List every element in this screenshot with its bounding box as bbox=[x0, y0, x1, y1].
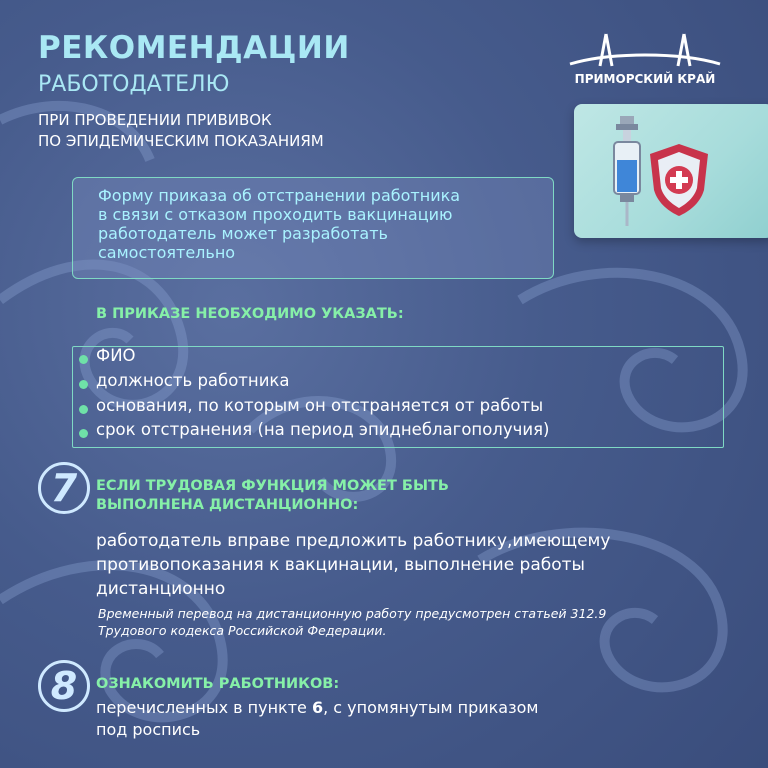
info-line: работодатель может разработать bbox=[98, 224, 388, 243]
section-7-body-line: противопоказания к вакцинации, выполнение работы bbox=[96, 555, 585, 575]
info-line: Форму приказа об отстранении работника bbox=[98, 186, 461, 205]
order-item: срок отстранения (на период эпиднеблагополучия) bbox=[96, 420, 550, 439]
description-line: ПРИ ПРОВЕДЕНИИ ПРИВИВОК bbox=[38, 111, 272, 129]
section-8-number: 8 bbox=[38, 660, 90, 712]
section-7-note-line: Временный перевод на дистанционную работу предусмотрен статьей 312.9 bbox=[98, 606, 607, 621]
section-7-note bbox=[98, 605, 658, 639]
primorsky-logo bbox=[560, 28, 730, 96]
section-8-body-line: под роспись bbox=[96, 720, 201, 739]
info-line: в связи с отказом проходить вакцинацию bbox=[98, 205, 453, 224]
section-7-heading-line: ВЫПОЛНЕНА ДИСТАНЦИОННО: bbox=[96, 497, 359, 513]
bullet-icon bbox=[79, 380, 88, 389]
order-item: должность работника bbox=[96, 371, 290, 390]
shield-cross-icon bbox=[644, 140, 714, 220]
page-subtitle: РАБОТОДАТЕЛЮ bbox=[38, 72, 230, 97]
logo-text: ПРИМОРСКИЙ КРАЙ bbox=[574, 72, 716, 86]
bridge-logo-icon bbox=[560, 28, 730, 70]
page-title: РЕКОМЕНДАЦИИ bbox=[38, 30, 350, 66]
info-text bbox=[98, 186, 548, 262]
section-8-body-line bbox=[96, 697, 656, 719]
bullet-icon bbox=[79, 405, 88, 414]
description-line: ПО ЭПИДЕМИЧЕСКИМ ПОКАЗАНИЯМ bbox=[38, 132, 324, 150]
section-7-body-line: дистанционно bbox=[96, 579, 226, 599]
section-7-body bbox=[96, 529, 696, 601]
order-item: основания, по которым он отстраняется от работы bbox=[96, 396, 544, 415]
info-line: самостоятельно bbox=[98, 243, 236, 262]
section-7-note-line: Трудового кодекса Российской Федерации. bbox=[98, 623, 387, 638]
section-7-body-line: работодатель вправе предложить работнику,имеющему bbox=[96, 531, 611, 551]
bullet-icon bbox=[79, 429, 88, 438]
section-8-text: перечисленных в пункте bbox=[96, 698, 312, 717]
bullet-icon bbox=[79, 355, 88, 364]
order-heading: В ПРИКАЗЕ НЕОБХОДИМО УКАЗАТЬ: bbox=[96, 306, 404, 322]
section-7-number: 7 bbox=[38, 462, 90, 514]
section-8-ref-number: 6 bbox=[311, 698, 324, 717]
vaccination-badge bbox=[574, 104, 768, 238]
section-8-body bbox=[96, 697, 656, 741]
section-8-heading: ОЗНАКОМИТЬ РАБОТНИКОВ: bbox=[96, 676, 340, 692]
section-7-heading bbox=[96, 477, 449, 515]
section-7-heading-line: ЕСЛИ ТРУДОВАЯ ФУНКЦИЯ МОЖЕТ БЫТЬ bbox=[96, 478, 449, 494]
page-description bbox=[38, 110, 324, 152]
order-item: ФИО bbox=[96, 346, 136, 365]
section-8-text: , с упомянутым приказом bbox=[323, 698, 539, 717]
